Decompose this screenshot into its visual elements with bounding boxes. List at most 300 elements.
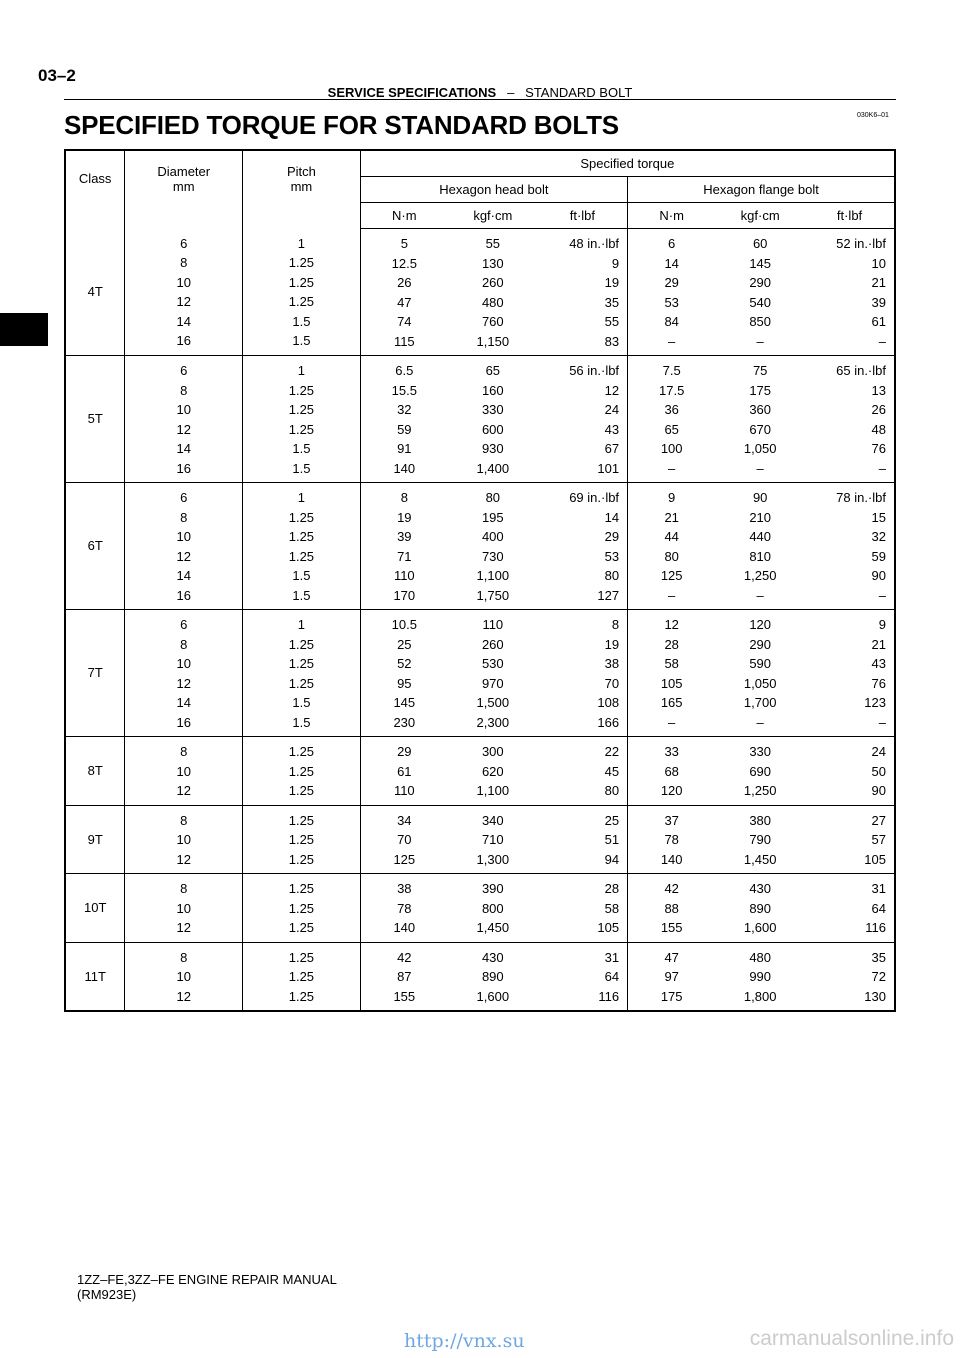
head-kgfcm-value: 80 (485, 490, 501, 505)
head-ftlbf-column-cell (538, 874, 628, 943)
flange-ftlbf-value: – (878, 587, 886, 603)
head-ftlbf-value: 19 (604, 275, 620, 290)
head-ftlbf-value: 31 (604, 949, 620, 965)
head-nm-value: 170 (393, 587, 416, 603)
section-tab-marker (0, 313, 48, 346)
diameter-value: 12 (176, 851, 191, 867)
flange-ftlbf-value: 50 (871, 763, 886, 779)
head-kgfcm-value: 1,450 (476, 920, 510, 935)
head-nm-value: 12.5 (391, 255, 417, 271)
head-kgfcm-value: 930 (481, 441, 504, 456)
pitch-value: 1.5 (292, 460, 311, 476)
class-cell: 7T (65, 610, 125, 737)
diameter-value: 16 (176, 333, 191, 348)
head-kgfcm-value: 330 (481, 402, 504, 417)
flange-kgfcm-value: 540 (749, 294, 772, 310)
flange-ftlbf-value: 31 (871, 881, 886, 896)
pitch-value: 1.25 (288, 851, 315, 867)
diameter-column-cell (125, 737, 243, 806)
pitch-value: 1.25 (288, 402, 315, 417)
flange-ftlbf-value: 15 (871, 509, 886, 525)
head-nm-value: 74 (397, 314, 412, 329)
head-nm-column-cell (360, 874, 448, 943)
head-kgfcm-value: 430 (481, 949, 504, 965)
flange-ftlbf-value: 35 (871, 949, 886, 965)
head-nm-column-cell (360, 483, 448, 610)
head-ftlbf-value: 19 (604, 636, 620, 652)
flange-kgfcm-value: 590 (749, 656, 772, 671)
head-nm-value: 110 (393, 783, 415, 798)
head-nm-value: 47 (397, 294, 412, 310)
flange-nm-value: 53 (664, 294, 679, 310)
head-nm-value: 26 (397, 275, 412, 290)
head-kgfcm-value: 970 (481, 675, 504, 691)
class-group-row (65, 610, 895, 737)
diameter-column-cell (125, 356, 243, 483)
pitch-column-cell (243, 610, 361, 737)
head-nm-value: 52 (397, 656, 412, 671)
diameter-column-cell (125, 874, 243, 943)
flange-nm-value: 37 (664, 812, 679, 828)
diameter-value: 12 (176, 675, 191, 691)
diameter-value: 10 (176, 969, 191, 984)
diameter-value: 12 (176, 920, 191, 935)
flange-ftlbf-value: 64 (871, 900, 886, 916)
flange-nm-column-cell (628, 737, 716, 806)
pitch-value: 1.25 (288, 900, 315, 916)
flange-kgfcm-column-cell (715, 229, 805, 356)
pitch-value: 1.5 (292, 313, 311, 329)
head-kgfcm-value: 530 (481, 656, 504, 671)
flange-ftlbf-column-cell (805, 610, 895, 737)
flange-ftlbf-value: 90 (871, 568, 886, 583)
flange-ftlbf-value: 116 (865, 920, 886, 935)
flange-nm-value: 14 (664, 255, 679, 271)
flange-nm-value: 44 (664, 529, 679, 544)
flange-nm-value: – (668, 333, 676, 349)
header-hex-flange-bolt: Hexagon flange bolt (628, 177, 895, 203)
head-ftlbf-value: 105 (597, 920, 620, 935)
flange-kgfcm-value: 210 (749, 509, 772, 525)
diameter-value: 8 (180, 744, 188, 759)
page-number: 03–2 (38, 66, 76, 85)
pitch-value: 1.5 (292, 333, 311, 348)
flange-ftlbf-value: 72 (871, 969, 886, 984)
flange-ftlbf-value: – (878, 460, 886, 476)
flange-kgfcm-value: 1,050 (743, 675, 777, 691)
flange-nm-value: 88 (664, 900, 679, 916)
flange-kgfcm-column-cell (715, 737, 805, 806)
flange-kgfcm-value: 1,250 (743, 568, 777, 583)
head-nm-column-cell (360, 942, 448, 1011)
flange-nm-column-cell (628, 229, 716, 356)
pitch-value: 1.25 (288, 255, 315, 270)
pitch-value: 1.25 (288, 421, 315, 437)
head-ftlbf-value: 24 (604, 402, 620, 417)
flange-nm-column-cell (628, 874, 716, 943)
head-ftlbf-value: 70 (604, 675, 620, 691)
flange-kgfcm-value: 290 (749, 275, 772, 290)
head-kgfcm-value: 260 (481, 275, 504, 290)
head-ftlbf-value: 9 (611, 255, 620, 271)
head-kgfcm-value: 260 (481, 636, 504, 652)
unit-head-ftlbf: ft·lbf (538, 203, 628, 229)
document-id: 030K6–01 (857, 112, 889, 119)
head-kgfcm-value: 400 (481, 529, 504, 544)
head-nm-value: 140 (393, 920, 416, 935)
head-ftlbf-value: 67 (604, 441, 620, 456)
diameter-value: 8 (180, 255, 188, 270)
class-group-row (65, 942, 895, 1011)
head-kgfcm-value: 130 (481, 255, 504, 271)
flange-kgfcm-value: – (756, 333, 764, 349)
diameter-value: 6 (180, 490, 188, 505)
flange-nm-column-cell (628, 610, 716, 737)
head-kgfcm-column-cell (448, 229, 538, 356)
pitch-column-cell (243, 229, 361, 356)
flange-kgfcm-value: 690 (749, 763, 772, 779)
flange-ftlbf-value: 27 (871, 812, 886, 828)
flange-nm-value: – (668, 714, 676, 730)
flange-nm-value: 42 (664, 881, 679, 896)
head-nm-column-cell (360, 610, 448, 737)
head-nm-value: 91 (397, 441, 412, 456)
diameter-column-cell (125, 229, 243, 356)
head-ftlbf-value: 108 (597, 695, 620, 710)
pitch-value: 1 (297, 617, 306, 632)
manual-title: 1ZZ–FE,3ZZ–FE ENGINE REPAIR MANUAL (77, 1272, 337, 1287)
flange-ftlbf-column-cell (805, 942, 895, 1011)
class-cell: 8T (65, 737, 125, 806)
head-kgfcm-column-cell (448, 805, 538, 874)
head-ftlbf-value: 51 (604, 832, 620, 847)
diameter-value: 10 (176, 900, 191, 916)
pitch-value: 1.5 (292, 587, 311, 603)
head-nm-value: 145 (393, 695, 416, 710)
flange-kgfcm-value: 1,250 (743, 783, 777, 798)
class-group-row (65, 229, 895, 356)
head-kgfcm-value: 340 (481, 812, 504, 828)
head-ftlbf-value: 116 (598, 988, 620, 1004)
flange-nm-value: 120 (660, 783, 683, 798)
flange-ftlbf-value: 24 (871, 744, 886, 759)
pitch-value: 1.25 (288, 636, 315, 652)
pitch-value: 1.25 (288, 763, 315, 779)
flange-kgfcm-value: 290 (749, 636, 772, 652)
diameter-value: 12 (176, 548, 191, 564)
head-ftlbf-value: 80 (604, 568, 620, 583)
flange-kgfcm-value: 1,450 (743, 851, 777, 867)
pitch-column-cell (243, 737, 361, 806)
head-ftlbf-column-cell (538, 942, 628, 1011)
class-cell: 4T (65, 229, 125, 356)
head-ftlbf-value: 55 (604, 314, 620, 329)
flange-kgfcm-value: 90 (752, 490, 768, 505)
flange-ftlbf-value: 123 (864, 695, 886, 710)
head-kgfcm-value: 1,300 (476, 851, 510, 867)
head-ftlbf-value: 58 (604, 900, 620, 916)
head-kgfcm-value: 1,750 (476, 587, 510, 603)
flange-nm-value: 36 (664, 402, 679, 417)
class-group-row (65, 805, 895, 874)
head-nm-value: 5 (400, 236, 408, 251)
head-kgfcm-value: 1,100 (476, 568, 510, 583)
flange-nm-value: 7.5 (662, 363, 681, 378)
head-nm-value: 6.5 (395, 363, 414, 378)
head-ftlbf-value: 38 (604, 656, 620, 671)
header-diameter-unit: mm (172, 178, 195, 194)
watermark-carmanualsonline: carmanualsonline.info (749, 1327, 954, 1350)
diameter-value: 10 (176, 529, 191, 544)
flange-kgfcm-value: 990 (749, 969, 772, 984)
flange-nm-value: 68 (664, 763, 679, 779)
head-ftlbf-value: 53 (604, 548, 620, 564)
head-kgfcm-value: 2,300 (476, 714, 510, 730)
flange-ftlbf-value: 59 (871, 548, 886, 564)
flange-kgfcm-value: 890 (749, 900, 772, 916)
diameter-value: 8 (180, 509, 188, 525)
flange-kgfcm-value: 810 (749, 548, 772, 564)
flange-ftlbf-value: – (878, 333, 886, 349)
diameter-value: 14 (176, 313, 191, 329)
pitch-value: 1.25 (288, 274, 315, 290)
flange-kgfcm-column-cell (715, 610, 805, 737)
head-ftlbf-column-cell (538, 610, 628, 737)
head-nm-value: 230 (393, 714, 416, 730)
head-ftlbf-value: 83 (604, 333, 620, 349)
diameter-value: 8 (180, 382, 188, 398)
class-group-row (65, 874, 895, 943)
head-kgfcm-value: 1,150 (476, 333, 510, 349)
flange-ftlbf-value: 21 (871, 275, 886, 290)
flange-ftlbf-value: 57 (871, 832, 886, 847)
flange-ftlbf-value: 105 (864, 851, 886, 867)
diameter-value: 16 (176, 587, 191, 603)
flange-kgfcm-value: 850 (749, 314, 772, 329)
head-ftlbf-value: 29 (604, 529, 620, 544)
unit-flange-nm: N·m (628, 203, 716, 229)
flange-nm-value: 175 (660, 988, 683, 1004)
class-cell: 9T (65, 805, 125, 874)
class-group-row (65, 483, 895, 610)
pitch-value: 1.5 (292, 714, 311, 730)
flange-ftlbf-value: 13 (871, 382, 886, 398)
head-nm-value: 25 (397, 636, 412, 652)
pitch-value: 1.5 (292, 695, 311, 710)
head-nm-value: 15.5 (391, 382, 417, 398)
pitch-column-cell (243, 805, 361, 874)
head-ftlbf-value: 69 in.·lbf (569, 490, 620, 505)
head-nm-column-cell (360, 805, 448, 874)
flange-nm-value: 28 (664, 636, 679, 652)
flange-nm-value: 140 (660, 851, 683, 867)
head-ftlbf-column-cell (538, 805, 628, 874)
header-diameter-label: Diameter (157, 163, 211, 179)
flange-ftlbf-value: 32 (871, 529, 886, 544)
diameter-value: 8 (180, 636, 188, 652)
head-nm-column-cell (360, 356, 448, 483)
diameter-value: 6 (180, 235, 188, 251)
head-kgfcm-value: 300 (481, 744, 504, 759)
flange-ftlbf-value: 76 (871, 441, 886, 456)
flange-nm-value: 21 (664, 509, 679, 525)
flange-kgfcm-value: 440 (749, 529, 772, 544)
flange-ftlbf-value: 78 in.·lbf (836, 490, 886, 505)
diameter-value: 10 (176, 832, 191, 847)
diameter-value: 10 (176, 274, 191, 290)
head-kgfcm-column-cell (448, 483, 538, 610)
head-kgfcm-value: 390 (481, 881, 504, 896)
pitch-value: 1.25 (288, 675, 315, 691)
flange-nm-column-cell (628, 483, 716, 610)
flange-nm-value: 47 (664, 949, 679, 965)
head-ftlbf-value: 8 (611, 617, 620, 632)
head-kgfcm-value: 195 (481, 509, 504, 525)
flange-nm-value: 29 (664, 275, 679, 290)
unit-head-kgfcm: kgf·cm (448, 203, 538, 229)
head-nm-value: 140 (393, 460, 416, 476)
flange-ftlbf-value: – (878, 714, 886, 730)
flange-nm-column-cell (628, 942, 716, 1011)
diameter-value: 6 (180, 363, 188, 378)
flange-ftlbf-column-cell (805, 805, 895, 874)
diameter-value: 14 (176, 568, 191, 583)
flange-kgfcm-value: 1,050 (743, 441, 777, 456)
head-kgfcm-column-cell (448, 737, 538, 806)
head-ftlbf-value: 14 (604, 509, 620, 525)
diameter-value: 8 (180, 812, 188, 828)
head-kgfcm-value: 480 (481, 294, 504, 310)
head-ftlbf-column-cell (538, 483, 628, 610)
head-kgfcm-value: 160 (481, 382, 504, 398)
header-class: Class (78, 171, 112, 187)
flange-kgfcm-value: 1,700 (743, 695, 777, 710)
head-kgfcm-value: 65 (485, 363, 501, 378)
flange-nm-value: 12 (664, 617, 679, 632)
pitch-value: 1.25 (288, 656, 315, 671)
diameter-value: 6 (180, 617, 188, 632)
head-ftlbf-column-cell (538, 229, 628, 356)
torque-table-body (65, 229, 895, 1012)
flange-kgfcm-value: 670 (749, 421, 772, 437)
header-diameter (125, 150, 243, 229)
flange-ftlbf-value: 52 in.·lbf (836, 236, 886, 251)
head-kgfcm-value: 890 (481, 969, 504, 984)
header-pitch-unit: mm (290, 178, 313, 194)
section-title: SERVICE SPECIFICATIONS (327, 85, 497, 100)
head-nm-value: 125 (393, 851, 416, 867)
class-cell: 6T (65, 483, 125, 610)
head-ftlbf-value: 28 (604, 881, 620, 896)
head-nm-value: 115 (393, 333, 415, 349)
head-ftlbf-value: 12 (604, 382, 620, 398)
head-kgfcm-value: 710 (481, 832, 504, 847)
flange-ftlbf-column-cell (805, 737, 895, 806)
flange-kgfcm-value: 330 (749, 744, 772, 759)
pitch-value: 1.25 (288, 382, 315, 398)
flange-ftlbf-value: 90 (871, 783, 886, 798)
head-ftlbf-value: 127 (597, 587, 620, 603)
head-kgfcm-value: 1,500 (476, 695, 510, 710)
pitch-column-cell (243, 356, 361, 483)
head-nm-value: 39 (397, 529, 412, 544)
head-kgfcm-value: 55 (485, 236, 501, 251)
diameter-value: 14 (176, 695, 191, 710)
diameter-column-cell (125, 805, 243, 874)
head-ftlbf-value: 48 in.·lbf (569, 236, 620, 251)
flange-ftlbf-value: 130 (864, 988, 886, 1004)
flange-ftlbf-value: 48 (871, 421, 886, 437)
diameter-column-cell (125, 942, 243, 1011)
diameter-value: 12 (176, 783, 191, 798)
flange-kgfcm-value: 175 (749, 382, 772, 398)
flange-nm-value: 105 (660, 675, 683, 691)
flange-ftlbf-column-cell (805, 356, 895, 483)
pitch-value: 1.25 (288, 988, 315, 1004)
pitch-value: 1.25 (288, 920, 315, 935)
pitch-value: 1.25 (288, 529, 315, 544)
diameter-value: 10 (176, 402, 191, 417)
head-nm-column-cell (360, 737, 448, 806)
class-group-row (65, 737, 895, 806)
flange-nm-value: 78 (664, 832, 679, 847)
flange-nm-value: – (668, 460, 676, 476)
header-hex-head-bolt: Hexagon head bolt (360, 177, 627, 203)
head-kgfcm-value: 620 (481, 763, 504, 779)
flange-kgfcm-value: 1,600 (743, 920, 777, 935)
manual-code: (RM923E) (77, 1287, 137, 1302)
flange-kgfcm-value: – (756, 460, 764, 476)
unit-flange-kgfcm: kgf·cm (715, 203, 805, 229)
flange-ftlbf-value: 9 (878, 617, 886, 632)
head-ftlbf-value: 35 (604, 294, 620, 310)
flange-nm-value: 155 (660, 920, 683, 935)
diameter-value: 10 (176, 763, 191, 779)
diameter-column-cell (125, 610, 243, 737)
pitch-value: 1.25 (288, 832, 315, 847)
head-ftlbf-value: 43 (604, 421, 620, 437)
flange-kgfcm-value: – (756, 587, 764, 603)
head-ftlbf-value: 101 (597, 460, 620, 476)
diameter-value: 8 (180, 949, 188, 965)
pitch-value: 1.25 (288, 744, 315, 759)
head-nm-value: 29 (397, 744, 412, 759)
flange-ftlbf-column-cell (805, 483, 895, 610)
running-header (0, 85, 960, 100)
flange-kgfcm-value: – (756, 714, 764, 730)
flange-ftlbf-value: 43 (871, 656, 886, 671)
flange-kgfcm-value: 145 (749, 255, 772, 271)
head-ftlbf-value: 80 (604, 783, 620, 798)
flange-kgfcm-value: 1,800 (743, 988, 777, 1004)
flange-nm-value: 65 (664, 421, 679, 437)
watermark-link-vnx[interactable]: http://vnx.su (404, 1330, 525, 1352)
pitch-value: 1.25 (288, 949, 315, 965)
flange-kgfcm-value: 75 (752, 363, 768, 378)
head-nm-value: 34 (397, 812, 412, 828)
head-kgfcm-column-cell (448, 356, 538, 483)
pitch-value: 1 (297, 235, 306, 251)
header-specified-torque: Specified torque (360, 150, 895, 177)
head-nm-column-cell (360, 229, 448, 356)
head-nm-value: 59 (397, 421, 412, 437)
head-ftlbf-value: 94 (604, 851, 620, 867)
diameter-column-cell (125, 483, 243, 610)
page-title: SPECIFIED TORQUE FOR STANDARD BOLTS (64, 110, 619, 140)
pitch-value: 1.25 (288, 509, 315, 525)
flange-kgfcm-column-cell (715, 483, 805, 610)
head-nm-value: 19 (397, 509, 412, 525)
